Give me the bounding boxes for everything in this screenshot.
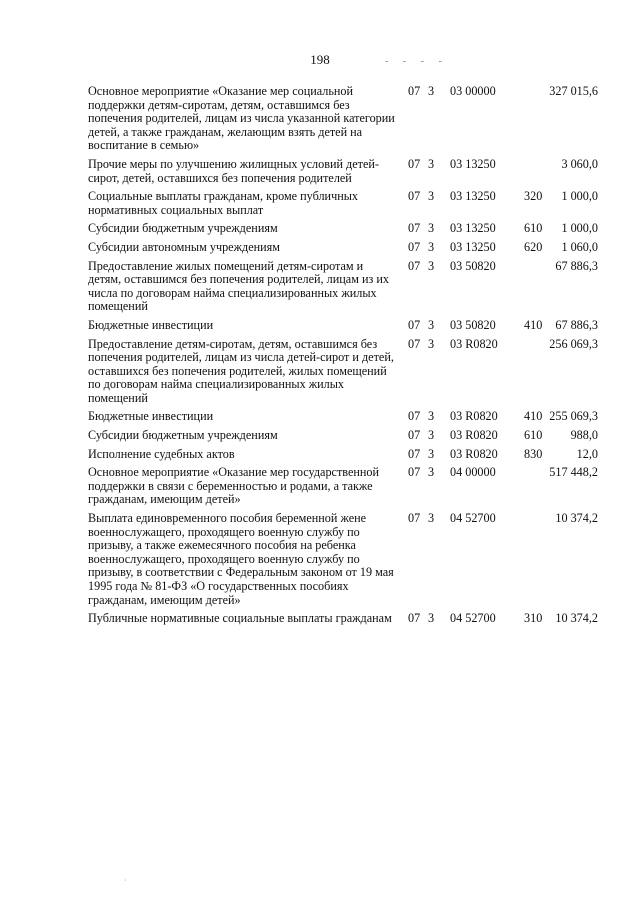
page-number: 198 (310, 52, 330, 67)
article-code: 03 50820 (450, 258, 496, 273)
article-code: 03 13250 (450, 239, 496, 254)
amount-value: 67 886,3 (555, 317, 598, 332)
amount-value: 256 069,3 (549, 336, 598, 351)
row-description: Исполнение судебных актов (88, 446, 235, 461)
program-code: 3 (428, 511, 435, 526)
program-code: 3 (428, 221, 435, 236)
row-description: Субсидии автономным учреждениям (88, 239, 280, 254)
article-code: 03 50820 (450, 317, 496, 332)
article-code: 03 R0820 (450, 336, 498, 351)
table-row (88, 410, 610, 424)
amount-value: 3 060,0 (561, 156, 598, 171)
expense-type-code: 410 (524, 317, 543, 332)
amount-value: 12,0 (576, 446, 598, 461)
budget-table (88, 85, 610, 631)
amount-value: 1 000,0 (561, 189, 598, 204)
ministry-code: 07 (408, 239, 421, 254)
program-code: 3 (428, 239, 435, 254)
row-description: Выплата единовременного пособия беременной жене военнослужащего, проходящего военную службу по призыву, а также ежемесячного пособия на ребенка военнослужащего, проходящего военную службу по призыву, в соответствии с Федеральным законом от 19 мая 1995 года № 81-ФЗ «О государственных пособиях гражданам, имеющим детей» (88, 511, 394, 607)
row-description: Основное мероприятие «Оказание мер государственной поддержки в связи с беременностью и родами, а также гражданам, имеющим детей» (88, 465, 380, 507)
table-row (88, 612, 610, 626)
row-description: Социальные выплаты гражданам, кроме публичных нормативных социальных выплат (88, 189, 358, 217)
article-code: 03 13250 (450, 221, 496, 236)
program-code: 3 (428, 409, 435, 424)
expense-type-code: 310 (524, 611, 543, 626)
ministry-code: 07 (408, 511, 421, 526)
amount-value: 67 886,3 (555, 258, 598, 273)
ministry-code: 07 (408, 409, 421, 424)
program-code: 3 (428, 84, 435, 98)
article-code: 04 52700 (450, 511, 496, 526)
article-code: 03 00000 (450, 84, 496, 98)
program-code: 3 (428, 258, 435, 273)
amount-value: 10 374,2 (555, 611, 598, 626)
article-code: 03 R0820 (450, 446, 498, 461)
table-row (88, 158, 610, 185)
row-description: Субсидии бюджетным учреждениям (88, 221, 278, 236)
ministry-code: 07 (408, 317, 421, 332)
article-code: 03 R0820 (450, 428, 498, 443)
ministry-code: 07 (408, 221, 421, 236)
ministry-code: 07 (408, 258, 421, 273)
scan-artifact-dashes: - - - - (385, 56, 448, 67)
row-description: Основное мероприятие «Оказание мер социальной поддержки детям-сиротам, детям, оставшимся без попечения родителей, лицам из числа указанной категории детей, а также гражданам, желающим взять детей на воспитание в семью» (88, 84, 395, 153)
row-description: Прочие меры по улучшению жилищных условий детей-сирот, детей, оставшихся без попечения родителей (88, 156, 379, 185)
expense-type-code: 620 (524, 239, 543, 254)
ministry-code: 07 (408, 446, 421, 461)
program-code: 3 (428, 428, 435, 443)
table-row (88, 338, 610, 406)
ministry-code: 07 (408, 189, 421, 204)
table-row (88, 222, 610, 236)
ministry-code: 07 (408, 156, 421, 171)
table-row (88, 241, 610, 255)
row-description: Бюджетные инвестиции (88, 317, 214, 332)
article-code: 03 R0820 (450, 409, 498, 424)
article-code: 03 13250 (450, 189, 496, 204)
program-code: 3 (428, 611, 435, 626)
row-description: Публичные нормативные социальные выплаты гражданам (88, 611, 392, 626)
amount-value: 327 015,6 (549, 84, 598, 98)
row-description: Субсидии бюджетным учреждениям (88, 428, 278, 443)
expense-type-code: 410 (524, 409, 543, 424)
row-description: Предоставление детям-сиротам, детям, оставшимся без попечения родителей, лицам из числа детей-сирот и детей, оставшихся без попечения родителей, жилых помещений по договорам найма специализированных жилых помещений (88, 336, 394, 405)
program-code: 3 (428, 465, 435, 480)
program-code: 3 (428, 317, 435, 332)
row-description: Предоставление жилых помещений детям-сиротам и детям, оставшимся без попечения родителей, лицам из их числа по договорам найма специализированных жилых помещений (88, 258, 389, 314)
ministry-code: 07 (408, 611, 421, 626)
amount-value: 10 374,2 (555, 511, 598, 526)
ministry-code: 07 (408, 465, 421, 480)
article-code: 04 52700 (450, 611, 496, 626)
expense-type-code: 610 (524, 221, 543, 236)
table-row (88, 429, 610, 443)
table-row (88, 190, 610, 217)
table-row (88, 512, 610, 607)
expense-type-code: 830 (524, 446, 543, 461)
program-code: 3 (428, 446, 435, 461)
program-code: 3 (428, 156, 435, 171)
amount-value: 1 060,0 (561, 239, 598, 254)
scan-artifact-mark: · (124, 876, 127, 885)
ministry-code: 07 (408, 428, 421, 443)
article-code: 03 13250 (450, 156, 496, 171)
table-row (88, 85, 610, 153)
program-code: 3 (428, 189, 435, 204)
table-row (88, 466, 610, 507)
expense-type-code: 610 (524, 428, 543, 443)
expense-type-code: 320 (524, 189, 543, 204)
article-code: 04 00000 (450, 465, 496, 480)
table-row (88, 260, 610, 314)
ministry-code: 07 (408, 84, 421, 98)
program-code: 3 (428, 336, 435, 351)
table-row (88, 448, 610, 462)
ministry-code: 07 (408, 336, 421, 351)
row-description: Бюджетные инвестиции (88, 409, 214, 424)
amount-value: 1 000,0 (561, 221, 598, 236)
table-row (88, 319, 610, 333)
amount-value: 988,0 (570, 428, 598, 443)
amount-value: 517 448,2 (549, 465, 598, 480)
amount-value: 255 069,3 (549, 409, 598, 424)
